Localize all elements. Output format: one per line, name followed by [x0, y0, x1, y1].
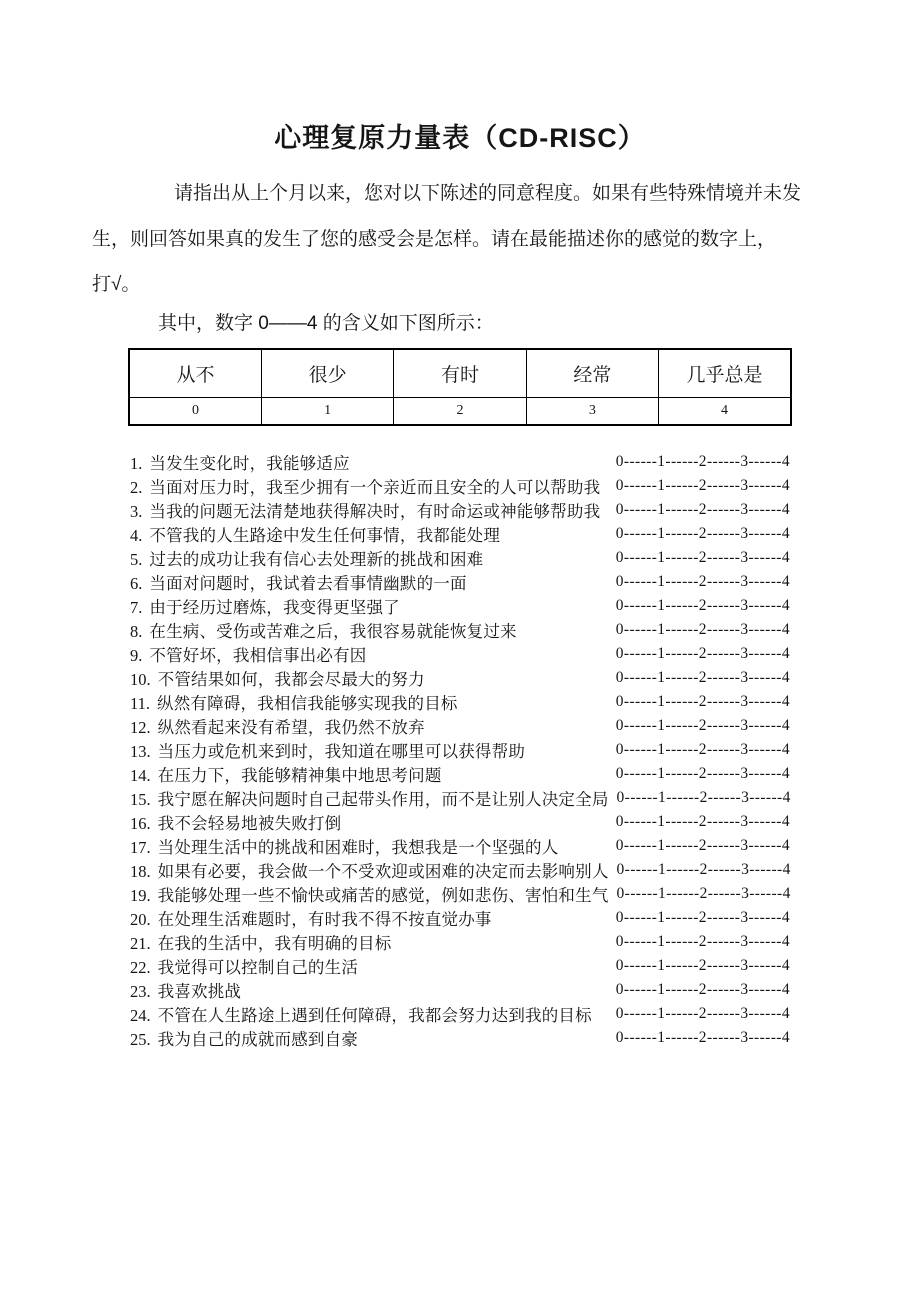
item-text: 如果有必要，我会做一个不受欢迎或困难的决定而去影响别人 — [157, 862, 609, 881]
item-number: 21. — [130, 934, 151, 953]
item-left — [130, 522, 500, 546]
questionnaire-item — [130, 930, 790, 954]
item-rating-scale: 0------1------2------3------4 — [615, 693, 790, 710]
item-rating-scale: 0------1------2------3------4 — [615, 957, 790, 974]
item-text: 我觉得可以控制自己的生活 — [157, 958, 359, 977]
scale-value-row — [129, 397, 791, 425]
item-rating-scale: 0------1------2------3------4 — [615, 453, 790, 470]
item-number: 6. — [130, 574, 143, 593]
item-rating-scale: 0------1------2------3------4 — [615, 741, 790, 758]
page-title: 心理复原力量表（CD-RISC） — [274, 123, 646, 153]
item-number: 4. — [130, 526, 143, 545]
item-number: 17. — [130, 838, 151, 857]
item-text: 在压力下，我能够精神集中地思考问题 — [157, 766, 442, 785]
scale-value-0: 0 — [129, 397, 261, 425]
item-text: 纵然有障碍，我相信我能够实现我的目标 — [157, 694, 458, 713]
item-left — [130, 834, 558, 858]
item-left — [130, 618, 517, 642]
item-text: 纵然看起来没有希望，我仍然不放弃 — [157, 718, 425, 737]
questionnaire-item — [130, 882, 790, 906]
intro-line-1: 请指出从上个月以来，您对以下陈述的同意程度。如果有些特殊情境并未发 — [174, 183, 802, 204]
item-number: 19. — [130, 886, 151, 905]
item-rating-scale: 0------1------2------3------4 — [615, 549, 790, 566]
item-text: 在我的生活中，我有明确的目标 — [157, 934, 392, 953]
item-left — [130, 930, 391, 954]
item-rating-scale: 0------1------2------3------4 — [615, 501, 790, 518]
questionnaire-item — [130, 762, 790, 786]
questionnaire-item — [130, 474, 790, 498]
item-text: 由于经历过磨炼，我变得更坚强了 — [149, 598, 400, 617]
item-text: 在生病、受伤或苦难之后，我很容易就能恢复过来 — [149, 622, 517, 641]
item-left — [130, 594, 400, 618]
questionnaire-item — [130, 714, 790, 738]
item-number: 24. — [130, 1006, 151, 1025]
item-number: 1. — [130, 454, 143, 473]
item-rating-scale: 0------1------2------3------4 — [615, 525, 790, 542]
item-rating-scale: 0------1------2------3------4 — [615, 621, 790, 638]
scale-label-almost-always: 几乎总是 — [659, 349, 791, 397]
item-number: 2. — [130, 478, 143, 497]
item-number: 18. — [130, 862, 151, 881]
item-number: 11. — [130, 694, 151, 713]
scale-label-never: 从不 — [129, 349, 261, 397]
questionnaire-item — [130, 786, 790, 810]
item-rating-scale: 0------1------2------3------4 — [615, 645, 790, 662]
item-left — [130, 666, 425, 690]
scale-note: 其中，数字 0——4 的含义如下图所示： — [158, 313, 494, 334]
item-number: 13. — [130, 742, 151, 761]
item-left — [130, 762, 442, 786]
item-left — [130, 954, 358, 978]
item-number: 23. — [130, 982, 151, 1001]
questionnaire-item — [130, 906, 790, 930]
item-rating-scale: 0------1------2------3------4 — [615, 765, 790, 782]
item-left — [130, 810, 341, 834]
intro-line-3: 打√。 — [92, 274, 141, 295]
item-left — [130, 882, 609, 906]
questionnaire-item — [130, 546, 790, 570]
item-number: 9. — [130, 646, 143, 665]
item-number: 16. — [130, 814, 151, 833]
questionnaire-item — [130, 738, 790, 762]
item-number: 12. — [130, 718, 151, 737]
item-number: 7. — [130, 598, 143, 617]
item-number: 22. — [130, 958, 151, 977]
questionnaire-item — [130, 570, 790, 594]
item-number: 20. — [130, 910, 151, 929]
items-list — [130, 450, 790, 1050]
item-text: 我喜欢挑战 — [157, 982, 242, 1001]
item-number: 14. — [130, 766, 151, 785]
item-rating-scale: 0------1------2------3------4 — [615, 981, 790, 998]
item-rating-scale: 0------1------2------3------4 — [615, 477, 790, 494]
item-left — [130, 858, 609, 882]
item-number: 5. — [130, 550, 143, 569]
questionnaire-item — [130, 810, 790, 834]
item-left — [130, 498, 600, 522]
questionnaire-item — [130, 498, 790, 522]
item-text: 当我的问题无法清楚地获得解决时，有时命运或神能够帮助我 — [149, 502, 601, 521]
item-number: 15. — [130, 790, 151, 809]
questionnaire-item — [130, 1026, 790, 1050]
item-number: 10. — [130, 670, 151, 689]
item-left — [130, 570, 467, 594]
item-text: 过去的成功让我有信心去处理新的挑战和困难 — [149, 550, 484, 569]
item-left — [130, 474, 600, 498]
questionnaire-item — [130, 858, 790, 882]
questionnaire-item — [130, 450, 790, 474]
scale-label-often: 经常 — [526, 349, 658, 397]
item-text: 不管好坏，我相信事出必有因 — [149, 646, 367, 665]
item-left — [130, 786, 609, 810]
rating-scale-table — [128, 348, 792, 426]
questionnaire-item — [130, 1002, 790, 1026]
item-text: 当处理生活中的挑战和困难时，我想我是一个坚强的人 — [157, 838, 559, 857]
item-left — [130, 546, 483, 570]
scale-value-2: 2 — [394, 397, 526, 425]
item-left — [130, 690, 458, 714]
item-rating-scale: 0------1------2------3------4 — [615, 669, 790, 686]
questionnaire-item — [130, 690, 790, 714]
item-text: 我宁愿在解决问题时自己起带头作用，而不是让别人决定全局 — [157, 790, 609, 809]
item-left — [130, 738, 525, 762]
questionnaire-item — [130, 642, 790, 666]
item-text: 当发生变化时，我能够适应 — [149, 454, 350, 473]
item-rating-scale: 0------1------2------3------4 — [615, 597, 790, 614]
item-left — [130, 714, 425, 738]
item-rating-scale: 0------1------2------3------4 — [615, 909, 790, 926]
item-number: 3. — [130, 502, 143, 521]
item-text: 不管在人生路途上遇到任何障碍，我都会努力达到我的目标 — [157, 1006, 592, 1025]
item-text: 当面对压力时，我至少拥有一个亲近而且安全的人可以帮助我 — [149, 478, 601, 497]
item-left — [130, 450, 350, 474]
item-left — [130, 642, 366, 666]
item-left — [130, 978, 241, 1002]
item-text: 在处理生活难题时，有时我不得不按直觉办事 — [157, 910, 492, 929]
item-rating-scale: 0------1------2------3------4 — [616, 861, 791, 878]
item-text: 不管结果如何，我都会尽最大的努力 — [157, 670, 425, 689]
questionnaire-item — [130, 522, 790, 546]
scale-label-sometimes: 有时 — [394, 349, 526, 397]
questionnaire-item — [130, 666, 790, 690]
scale-label-rarely: 很少 — [261, 349, 393, 397]
questionnaire-item — [130, 618, 790, 642]
item-rating-scale: 0------1------2------3------4 — [616, 885, 791, 902]
scale-value-3: 3 — [526, 397, 658, 425]
intro-paragraph — [92, 171, 802, 308]
item-text: 我不会轻易地被失败打倒 — [157, 814, 342, 833]
questionnaire-item — [130, 834, 790, 858]
item-text: 我为自己的成就而感到自豪 — [157, 1030, 359, 1049]
item-rating-scale: 0------1------2------3------4 — [615, 933, 790, 950]
item-number: 8. — [130, 622, 143, 641]
item-number: 25. — [130, 1030, 151, 1049]
scale-value-1: 1 — [261, 397, 393, 425]
item-rating-scale: 0------1------2------3------4 — [615, 717, 790, 734]
intro-line-2: 生，则回答如果真的发生了您的感受会是怎样。请在最能描述你的感觉的数字上， — [92, 228, 777, 250]
item-text: 不管我的人生路途中发生任何事情，我都能处理 — [149, 526, 501, 545]
item-text: 我能够处理一些不愉快或痛苦的感觉，例如悲伤、害怕和生气 — [157, 886, 609, 905]
item-rating-scale: 0------1------2------3------4 — [615, 813, 790, 830]
questionnaire-item — [130, 954, 790, 978]
item-rating-scale: 0------1------2------3------4 — [616, 789, 791, 806]
questionnaire-item — [130, 978, 790, 1002]
item-rating-scale: 0------1------2------3------4 — [615, 573, 790, 590]
scale-label-row — [129, 349, 791, 397]
item-left — [130, 906, 492, 930]
item-text: 当面对问题时，我试着去看事情幽默的一面 — [149, 574, 467, 593]
item-text: 当压力或危机来到时，我知道在哪里可以获得帮助 — [157, 742, 526, 761]
item-left — [130, 1026, 358, 1050]
item-rating-scale: 0------1------2------3------4 — [615, 1029, 790, 1046]
item-rating-scale: 0------1------2------3------4 — [615, 1005, 790, 1022]
scale-value-4: 4 — [659, 397, 791, 425]
questionnaire-item — [130, 594, 790, 618]
item-rating-scale: 0------1------2------3------4 — [615, 837, 790, 854]
item-left — [130, 1002, 592, 1026]
